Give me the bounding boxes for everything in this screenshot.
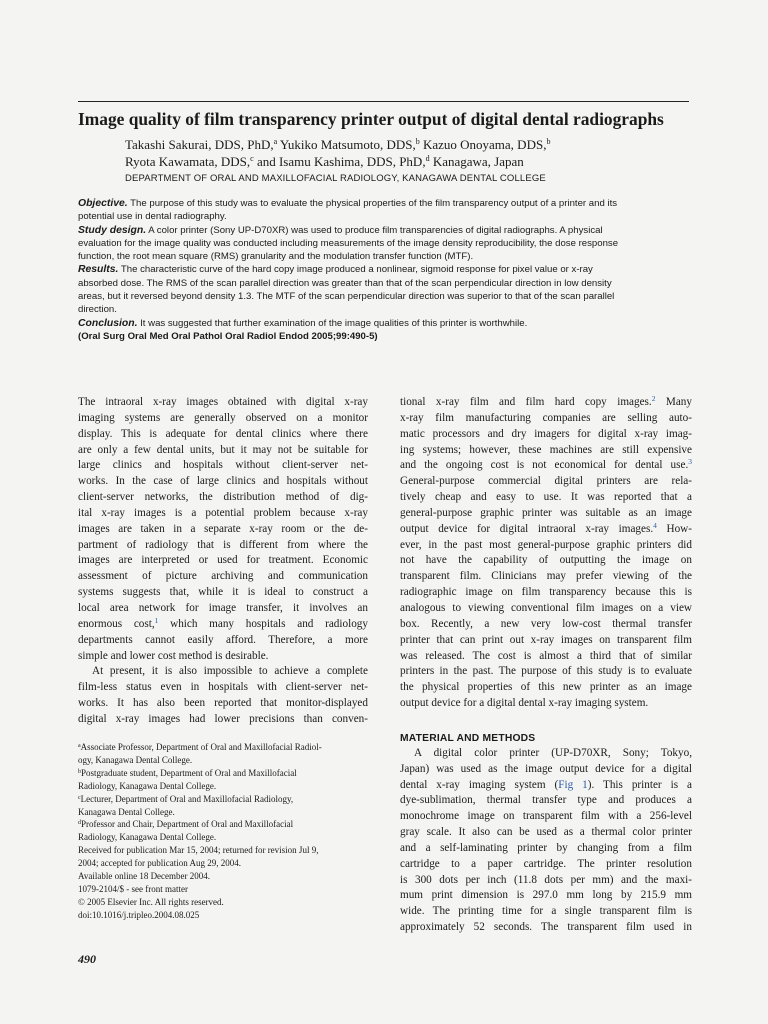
line-text: assessment of picture archiving and communication: [78, 570, 368, 583]
line-text: and the ongoing cost is not economical for dental use.: [400, 459, 689, 472]
abstract-label: Objective.: [78, 198, 128, 209]
line-text: tively cheap and easy to use. It was reported that a: [400, 491, 692, 504]
text-line: [400, 873, 692, 889]
footnote-line: [78, 909, 370, 922]
text-line: [400, 553, 692, 569]
abstract-text: The purpose of this study was to evaluate the physical properties of the film transparency output of a printer and its: [130, 198, 618, 209]
line-text: x-ray film manufacturing companies are selling auto-: [400, 411, 692, 424]
author-name: Kazuo Onoyama, DDS,: [419, 137, 547, 152]
footnote-line: [78, 870, 370, 883]
author-line-1: [125, 136, 550, 153]
abstract-line: [78, 250, 692, 263]
text-line: [78, 522, 368, 538]
text-line: [78, 395, 368, 411]
abstract-line: [78, 290, 692, 303]
abstract-line: [78, 317, 692, 330]
text-line: [78, 601, 368, 617]
footnote-text: © 2005 Elsevier Inc. All rights reserved.: [78, 896, 224, 907]
abstract-line: [78, 303, 692, 316]
line-text: How-: [656, 522, 692, 535]
text-line: [400, 664, 692, 680]
line-text: is 300 dots per inch (11.8 dots per mm) and the maxi-: [400, 873, 692, 886]
line-text: General-purpose commercial digital printers are rela-: [400, 475, 692, 488]
line-text: transparent film. Clinicians may prefer viewing of the: [400, 570, 692, 583]
line-text: partment of radiology that is different from where the: [78, 538, 368, 551]
abstract-line: [78, 277, 692, 290]
text-line: [400, 904, 692, 920]
article-title: Image quality of film transparency printer output of digital dental radiographs: [78, 109, 664, 129]
author-name: and Isamu Kashima, DDS, PhD,: [253, 154, 426, 169]
text-line: [400, 920, 692, 936]
footnote-line: [78, 896, 370, 909]
line-text: film-less status even in hospitals with client-server net-: [78, 681, 368, 694]
text-line: [78, 680, 368, 696]
page-number: 490: [78, 952, 96, 966]
abstract-text: The characteristic curve of the hard copy image produced a nonlinear, sigmoid response for pixel value or x-ray: [120, 264, 593, 276]
text-line: [78, 569, 368, 585]
line-text: box. Recently, a new very low-cost thermal transfer: [400, 617, 692, 630]
line-text: ). This printer is a: [587, 778, 692, 791]
footnote: [78, 741, 370, 767]
abstract-text: function, the root mean square (RMS) granularity and the modulation transfer function (MTF).: [78, 251, 474, 263]
line-text: output device for digital intraoral x-ray images.: [400, 522, 654, 535]
footnote-text: 1079-2104/$ - see front matter: [78, 883, 188, 894]
abstract-line: [78, 224, 692, 237]
footnote-line: [78, 883, 370, 896]
footnote-marker: a: [78, 743, 81, 749]
text-line: [400, 585, 692, 601]
line-text: ital x-ray images is a potential problem because x-ray: [78, 506, 368, 519]
line-text: dental x-ray imaging system (: [400, 778, 559, 791]
footnote: [78, 883, 370, 896]
affiliation-marker: d: [425, 154, 430, 163]
abstract-body: [78, 197, 692, 330]
line-text: was released. The cost is almost a third that of similar: [400, 649, 692, 662]
text-line: [78, 649, 368, 665]
text-line: [400, 427, 692, 443]
line-text: and a self-laminating printer by changing from a film: [400, 841, 692, 854]
department-affiliation: DEPARTMENT OF ORAL AND MAXILLOFACIAL RADIOLOGY, KANAGAWA DENTAL COLLEGE: [125, 173, 546, 184]
text-line: [78, 443, 368, 459]
footnote-line: [78, 754, 370, 767]
author-name: Kanagawa, Japan: [429, 154, 524, 169]
affiliation-marker: c: [250, 154, 254, 163]
abstract-label: Conclusion.: [78, 317, 138, 329]
footnotes: [78, 741, 370, 922]
footnote-line: [78, 780, 370, 793]
footnote: [78, 909, 370, 922]
text-line: [400, 680, 692, 696]
footnote-line: [78, 857, 370, 870]
abstract-text: It was suggested that further examination of the image qualities of this printer is worthwhile.: [140, 317, 528, 329]
line-text: imaging systems are generally observed on a monitor: [78, 411, 368, 424]
affiliation-marker: b: [415, 137, 420, 146]
journal-citation: (Oral Surg Oral Med Oral Pathol Oral Radiol Endod 2005;99:490-5): [78, 330, 378, 342]
text-line: [400, 793, 692, 809]
line-text: output device for a digital dental x-ray imaging system.: [400, 697, 649, 710]
text-line: [400, 474, 692, 490]
text-line: [78, 490, 368, 506]
abstract-text: areas, but it reversed beyond density 1.3. The MTF of the scan perpendicular direction was superior to that of the scan parallel: [78, 291, 615, 303]
line-text: local area network for image transfer, it involves an: [78, 601, 368, 614]
line-text: departments cannot easily afford. Therefore, a more: [78, 633, 368, 646]
footnote-text: Professor and Chair, Department of Oral and Maxillofacial: [81, 819, 294, 830]
footnote-marker: d: [78, 820, 81, 827]
text-line: [400, 458, 692, 474]
author-name: Takashi Sakurai, DDS, PhD,: [125, 137, 274, 152]
line-text: images are interpreted or used for treatment. Economic: [78, 554, 368, 567]
text-line: [78, 458, 368, 474]
line-text: systems suggests that, while it is ideal to construct a: [78, 586, 368, 599]
text-line: [400, 522, 692, 538]
abstract-line: [78, 263, 692, 276]
text-line: [400, 633, 692, 649]
introduction-continued: [400, 395, 692, 712]
line-text: large clinics and hospitals without client-server net-: [78, 459, 368, 472]
line-text: gray scale. It also can be used as a thermal color printer: [400, 826, 692, 839]
abstract-label: Results.: [78, 264, 119, 276]
text-line: [400, 411, 692, 427]
line-text: printers in the past. The purpose of this study is to evaluate: [400, 665, 692, 678]
line-text: general-purpose graphic printer was suitable as an image: [400, 506, 692, 519]
text-line: [400, 778, 692, 794]
reference-marker[interactable]: 2: [651, 394, 656, 403]
line-text: display. This is adequate for dental clinics where there: [78, 427, 368, 440]
text-line: [400, 825, 692, 841]
abstract-line: [78, 197, 692, 210]
right-column: [400, 395, 692, 936]
line-text: client-server networks, the distribution method of dig-: [78, 491, 368, 504]
footnote-marker: b: [78, 768, 81, 775]
abstract-section: [78, 197, 692, 224]
text-line: [78, 427, 368, 443]
footnote-text: Associate Professor, Department of Oral and Maxillofacial Radiol-: [80, 742, 322, 752]
text-line: [400, 762, 692, 778]
line-text: simple and lower cost method is desirable.: [78, 649, 269, 662]
line-text: ing systems; however, these machines are still expensive: [400, 443, 692, 456]
footnote-line: [78, 831, 370, 844]
abstract-text: potential use in dental radiography.: [78, 211, 227, 223]
abstract-text: direction.: [78, 304, 117, 316]
line-text: wide. The printing time for a single transparent film is: [400, 905, 692, 918]
footnote-text: Lecturer, Department of Oral and Maxillofacial Radiology,: [80, 793, 294, 804]
figure-link[interactable]: Fig 1: [558, 778, 588, 791]
footnote: [78, 844, 370, 870]
line-text: Japan) was used as the image output device for a digital: [400, 762, 692, 775]
text-line: [78, 538, 368, 554]
methods-paragraph: [400, 746, 692, 936]
text-line: [78, 585, 368, 601]
line-text: tional x-ray film and film hard copy images.: [400, 396, 652, 408]
line-text: works. It has also been reported that monitor-displayed: [78, 697, 368, 710]
line-text: analogous to viewing conventional film images on a view: [400, 601, 692, 614]
text-line: [400, 538, 692, 554]
section-heading: MATERIAL AND METHODS: [400, 732, 536, 744]
text-line: [78, 617, 368, 633]
line-text: cartridge to a paper cartridge. The printer resolution: [400, 857, 692, 870]
text-line: [78, 712, 368, 728]
footnote-text: doi:10.1016/j.tripleo.2004.08.025: [78, 909, 200, 920]
text-line: [400, 617, 692, 633]
text-line: [400, 888, 692, 904]
text-line: [78, 696, 368, 712]
line-text: matic processors and dry imagers for digital x-ray imag-: [400, 427, 692, 440]
line-text: which many hospitals and radiology: [158, 617, 368, 630]
line-text: At present, it is also impossible to achieve a complete: [92, 665, 368, 678]
text-line: [400, 601, 692, 617]
footnote: [78, 896, 370, 909]
line-text: printer that can print out x-ray images on transparent film: [400, 633, 692, 646]
line-text: A digital color printer (UP-D70XR, Sony; Tokyo,: [414, 746, 692, 759]
text-line: [78, 664, 368, 680]
text-line: [400, 746, 692, 762]
footnote-line: [78, 767, 370, 780]
text-line: [400, 506, 692, 522]
line-text: dye-sublimation, thermal transfer type and produces a: [400, 794, 692, 807]
author-name: Yukiko Matsumoto, DDS,: [277, 137, 416, 152]
reference-marker[interactable]: 3: [688, 457, 692, 467]
line-text: mum print dimension is 297.0 mm long by 215.9 mm: [400, 889, 692, 902]
text-line: [78, 411, 368, 427]
line-text: monochrome image on transparent film with a 256-level: [400, 810, 692, 823]
text-line: [400, 841, 692, 857]
footnote-line: [78, 844, 370, 857]
text-line: [400, 569, 692, 585]
line-text: The intraoral x-ray images obtained with digital x-ray: [78, 396, 368, 408]
abstract-section: [78, 263, 692, 316]
abstract-text: evaluation for the image quality was conducted including measurements of the image density reproducibility, the dose response: [78, 237, 619, 249]
paragraph: [78, 395, 368, 664]
footnote-marker: c: [78, 794, 81, 801]
footnote: [78, 767, 370, 793]
author-list: [125, 136, 550, 170]
footnote-text: 2004; accepted for publication Aug 29, 2004.: [78, 858, 241, 869]
reference-marker[interactable]: 4: [653, 520, 657, 530]
reference-marker[interactable]: 1: [154, 615, 159, 625]
line-text: images are taken in a separate x-ray room or the de-: [78, 522, 368, 535]
abstract-section: [78, 317, 692, 330]
abstract-text: absorbed dose. The RMS of the scan parallel direction was greater than that of the scan perpendicular direction in low density: [78, 277, 612, 289]
abstract-text: A color printer (Sony UP-D70XR) was used to produce film transparencies of digital radiographs. A physical: [148, 224, 603, 236]
line-text: works. In the case of large clinics and hospitals without: [78, 475, 368, 488]
footnote-line: [78, 818, 370, 831]
author-line-2: [125, 153, 550, 170]
line-text: are only a few dental units, but it may not be suitable for: [78, 443, 368, 456]
abstract: [78, 197, 692, 343]
footnote-line: [78, 806, 370, 819]
text-line: [400, 395, 692, 411]
footnote: [78, 870, 370, 883]
footnote-text: Radiology, Kanagawa Dental College.: [78, 832, 217, 843]
footnote: [78, 793, 370, 819]
text-line: [78, 553, 368, 569]
footnote-line: [78, 741, 370, 754]
abstract-label: Study design.: [78, 224, 147, 236]
footnote-text: Radiology, Kanagawa Dental College.: [78, 780, 217, 791]
text-line: [400, 649, 692, 665]
header-rule: [78, 101, 689, 102]
abstract-section: [78, 224, 692, 264]
text-line: [78, 474, 368, 490]
footnote: [78, 818, 370, 844]
paragraph: [78, 664, 368, 727]
footnote-line: [78, 793, 370, 806]
line-text: the physical properties of this new printer as an image: [400, 681, 692, 694]
line-text: radiographic image on film transparency because this is: [400, 586, 692, 599]
footnote-text: Postgraduate student, Department of Oral and Maxillofacial: [81, 767, 297, 778]
text-line: [78, 633, 368, 649]
affiliation-marker: a: [273, 137, 278, 146]
line-text: approximately 52 seconds. The transparent film used in: [400, 921, 692, 934]
author-name: Ryota Kawamata, DDS,: [125, 154, 251, 169]
footnote-text: Kanagawa Dental College.: [78, 806, 175, 817]
text-line: [400, 696, 692, 712]
text-line: [400, 809, 692, 825]
text-line: [400, 857, 692, 873]
text-line: [400, 490, 692, 506]
text-line: [400, 443, 692, 459]
line-text: enormous cost,: [78, 617, 155, 630]
line-text: digital x-ray images had lower precisions than conven-: [78, 712, 368, 725]
affiliation-marker: b: [546, 137, 551, 146]
footnote-text: ogy, Kanagawa Dental College.: [78, 754, 193, 765]
line-text: not have the capability of outputting the image on: [400, 554, 692, 567]
text-line: [78, 506, 368, 522]
abstract-line: [78, 237, 692, 250]
footnote-text: Available online 18 December 2004.: [78, 871, 211, 882]
abstract-line: [78, 210, 692, 223]
footnote-text: Received for publication Mar 15, 2004; returned for revision Jul 9,: [78, 845, 319, 856]
line-text: ever, in the past most general-purpose graphic printers did: [400, 538, 692, 551]
line-text: Many: [655, 396, 692, 408]
left-column: [78, 395, 368, 728]
